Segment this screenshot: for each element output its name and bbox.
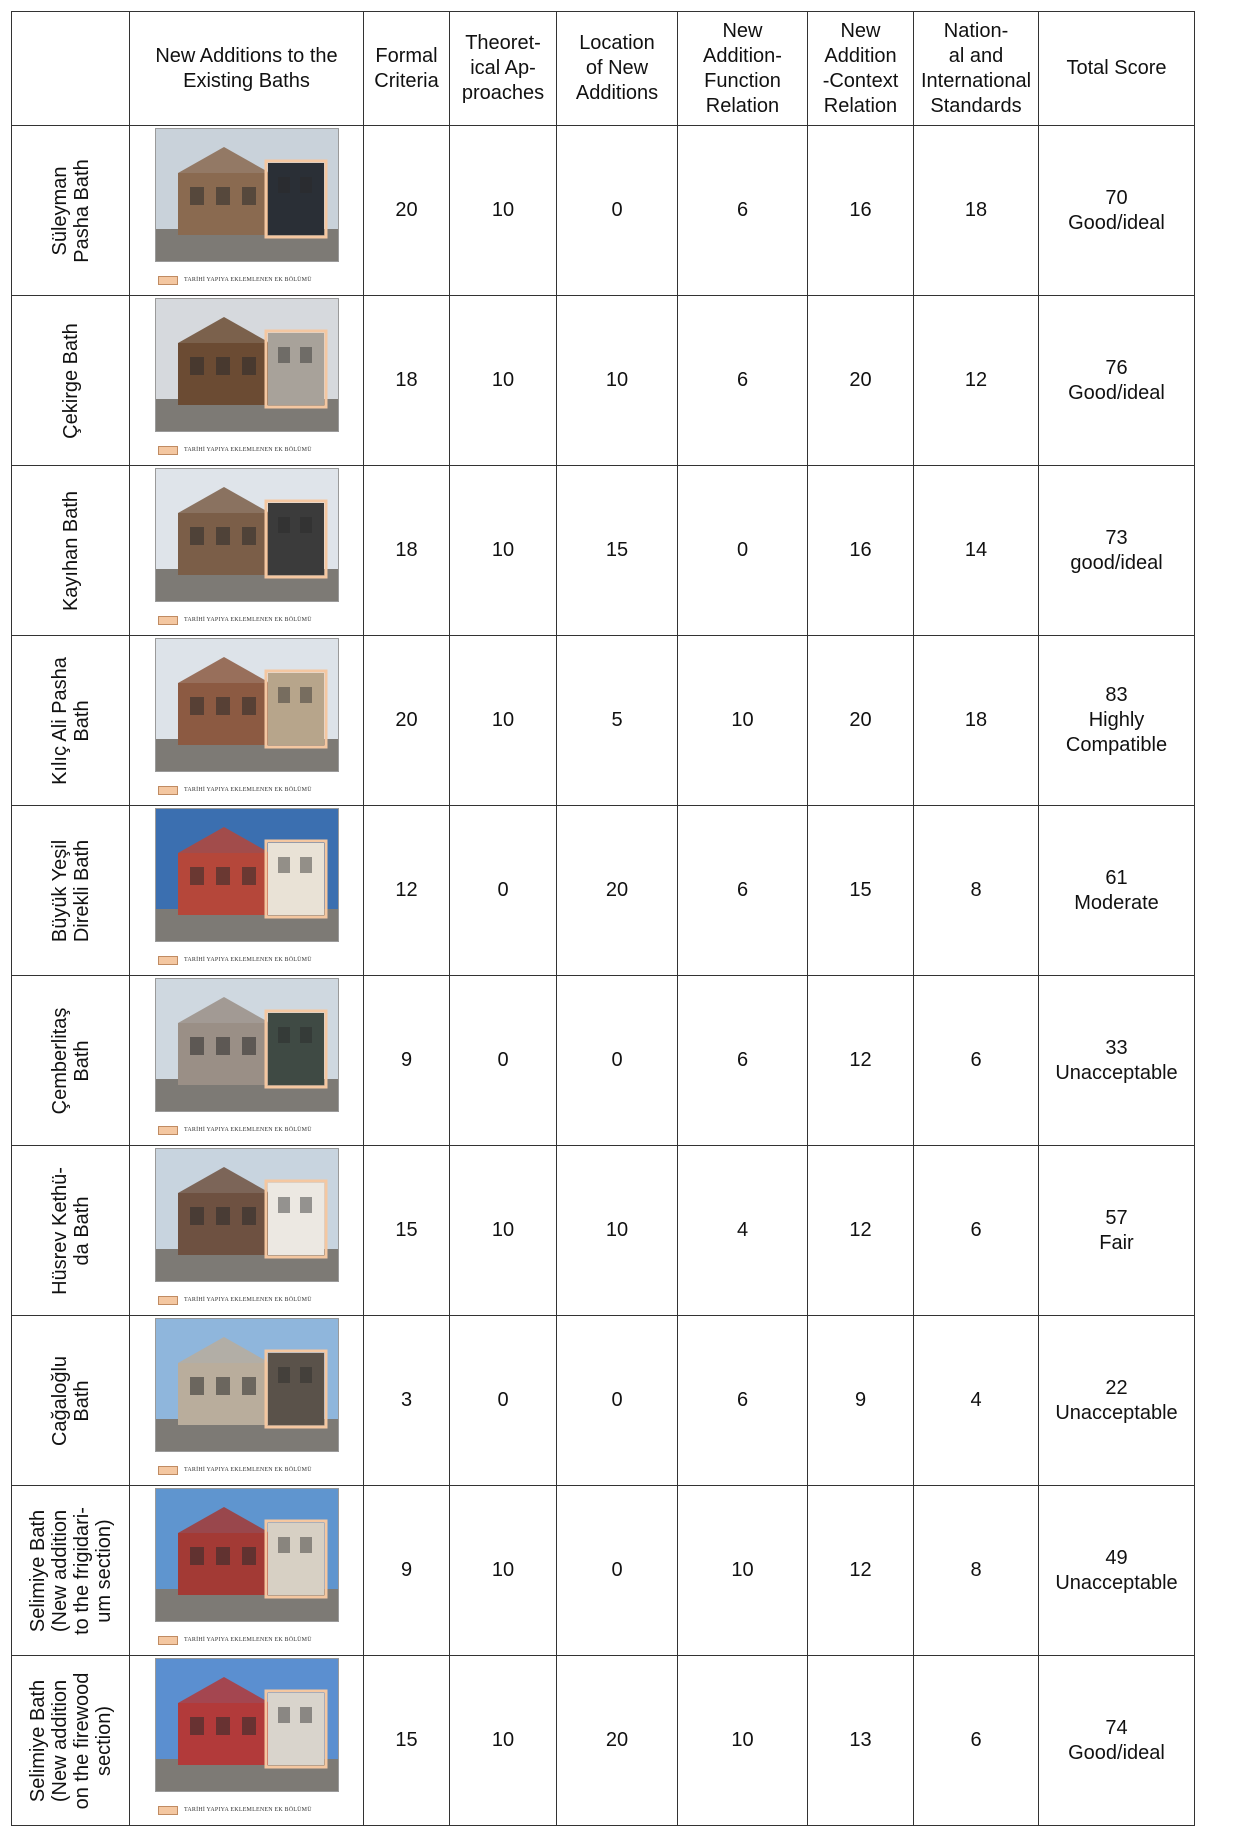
bath-name-cell [12,466,130,636]
table-row [12,636,1195,806]
total-score-cell: 70 Good/ideal [1039,126,1195,296]
standards-cell: 14 [914,466,1039,636]
header-standards: Nation- al and International Standards [914,12,1039,126]
function-relation-cell: 6 [678,296,808,466]
context-relation-cell: 16 [808,126,914,296]
legend-swatch [158,276,178,285]
formal-criteria-cell: 3 [364,1316,450,1486]
header-context-relation: New Addition -Context Relation [808,12,914,126]
total-score-cell: 49 Unacceptable [1039,1486,1195,1656]
standards-cell: 18 [914,636,1039,806]
bath-name-cell [12,1146,130,1316]
table-row [12,126,1195,296]
bath-name-cell [12,296,130,466]
formal-criteria-cell: 20 [364,636,450,806]
location-cell: 10 [557,296,678,466]
location-cell: 20 [557,1656,678,1826]
bath-name-cell [12,1486,130,1656]
legend-caption-text: TARİHİ YAPIYA EKLEMLENEN EK BÖLÜMÜ [184,277,312,283]
total-score-cell: 73 good/ideal [1039,466,1195,636]
bath-name-cell [12,806,130,976]
buyuk-yesil-direkli-bath-photo [155,808,339,942]
total-score-cell: 76 Good/ideal [1039,296,1195,466]
table-row [12,466,1195,636]
legend-caption-text: TARİHİ YAPIYA EKLEMLENEN EK BÖLÜMÜ [184,447,312,453]
context-relation-cell: 12 [808,976,914,1146]
legend-swatch [158,616,178,625]
context-relation-cell: 12 [808,1486,914,1656]
context-relation-cell: 20 [808,296,914,466]
header-new-additions: New Additions to the Existing Baths [130,12,364,126]
formal-criteria-cell: 9 [364,976,450,1146]
bath-name: Kayıhan Bath [59,490,82,611]
legend-caption-text: TARİHİ YAPIYA EKLEMLENEN EK BÖLÜMÜ [184,1637,312,1643]
function-relation-cell: 6 [678,976,808,1146]
location-cell: 20 [557,806,678,976]
bath-photo-cell [130,1656,364,1826]
legend-caption [158,438,312,463]
legend-caption-text: TARİHİ YAPIYA EKLEMLENEN EK BÖLÜMÜ [184,787,312,793]
theoretical-approaches-cell: 10 [450,466,557,636]
theoretical-approaches-cell: 0 [450,806,557,976]
legend-swatch [158,446,178,455]
bath-photo-cell [130,1316,364,1486]
legend-caption-text: TARİHİ YAPIYA EKLEMLENEN EK BÖLÜMÜ [184,617,312,623]
standards-cell: 6 [914,976,1039,1146]
table-row [12,1486,1195,1656]
total-score-cell: 57 Fair [1039,1146,1195,1316]
legend-swatch [158,1636,178,1645]
formal-criteria-cell: 15 [364,1146,450,1316]
legend-swatch [158,1466,178,1475]
bath-name-cell [12,126,130,296]
table-row [12,976,1195,1146]
theoretical-approaches-cell: 10 [450,636,557,806]
theoretical-approaches-cell: 10 [450,1486,557,1656]
bath-name-cell [12,636,130,806]
kilic-ali-pasha-bath-photo [155,638,339,772]
legend-caption-text: TARİHİ YAPIYA EKLEMLENEN EK BÖLÜMÜ [184,957,312,963]
table-row [12,1656,1195,1826]
formal-criteria-cell: 18 [364,466,450,636]
location-cell: 5 [557,636,678,806]
selimiye-frigidarium-photo [155,1488,339,1622]
legend-caption [158,608,312,633]
legend-caption [158,1798,312,1823]
legend-caption-text: TARİHİ YAPIYA EKLEMLENEN EK BÖLÜMÜ [184,1297,312,1303]
bath-photo-cell [130,296,364,466]
bath-name: Çekirge Bath [59,322,82,439]
legend-caption [158,1118,312,1143]
function-relation-cell: 10 [678,1486,808,1656]
header-location: Location of New Additions [557,12,678,126]
cagaloglu-bath-photo [155,1318,339,1452]
bath-name: Büyük Yeşil Direkli Bath [48,839,93,942]
theoretical-approaches-cell: 10 [450,126,557,296]
function-relation-cell: 0 [678,466,808,636]
standards-cell: 6 [914,1146,1039,1316]
header-formal-criteria: Formal Criteria [364,12,450,126]
location-cell: 15 [557,466,678,636]
total-score-cell: 74 Good/ideal [1039,1656,1195,1826]
bath-photo-cell [130,1486,364,1656]
legend-caption [158,778,312,803]
kayihan-bath-photo [155,468,339,602]
legend-caption-text: TARİHİ YAPIYA EKLEMLENEN EK BÖLÜMÜ [184,1467,312,1473]
legend-caption [158,268,312,293]
bath-photo-cell [130,636,364,806]
location-cell: 0 [557,1486,678,1656]
standards-cell: 18 [914,126,1039,296]
context-relation-cell: 12 [808,1146,914,1316]
header-total-score: Total Score [1039,12,1195,126]
selimiye-firewood-photo [155,1658,339,1792]
suleyman-pasha-bath-photo [155,128,339,262]
function-relation-cell: 10 [678,1656,808,1826]
legend-swatch [158,1296,178,1305]
standards-cell: 12 [914,296,1039,466]
bath-name-cell [12,976,130,1146]
bath-name: Süleyman Pasha Bath [48,158,93,263]
table-row [12,806,1195,976]
function-relation-cell: 6 [678,806,808,976]
function-relation-cell: 10 [678,636,808,806]
total-score-cell: 22 Unacceptable [1039,1316,1195,1486]
theoretical-approaches-cell: 10 [450,1146,557,1316]
location-cell: 10 [557,1146,678,1316]
cekirge-bath-photo [155,298,339,432]
legend-swatch [158,1806,178,1815]
bath-name: Hüsrev Kethü- da Bath [48,1166,93,1295]
context-relation-cell: 20 [808,636,914,806]
header-row [12,12,1195,126]
bath-name-cell [12,1316,130,1486]
bath-name: Kılıç Ali Pasha Bath [48,656,93,785]
formal-criteria-cell: 20 [364,126,450,296]
formal-criteria-cell: 12 [364,806,450,976]
standards-cell: 4 [914,1316,1039,1486]
formal-criteria-cell: 15 [364,1656,450,1826]
husrev-kethuda-bath-photo [155,1148,339,1282]
total-score-cell: 83 Highly Compatible [1039,636,1195,806]
bath-name: Çemberlitaş Bath [48,1007,93,1114]
header-corner [12,12,130,126]
theoretical-approaches-cell: 0 [450,1316,557,1486]
header-theoretical-approaches: Theoret- ical Ap- proaches [450,12,557,126]
legend-caption-text: TARİHİ YAPIYA EKLEMLENEN EK BÖLÜMÜ [184,1807,312,1813]
context-relation-cell: 13 [808,1656,914,1826]
bath-photo-cell [130,806,364,976]
legend-swatch [158,1126,178,1135]
bath-photo-cell [130,976,364,1146]
bath-name: Selimiye Bath (New addition on the firewood section) [26,1672,115,1809]
bath-photo-cell [130,126,364,296]
cemberlitas-bath-photo [155,978,339,1112]
legend-caption [158,1458,312,1483]
location-cell: 0 [557,126,678,296]
context-relation-cell: 16 [808,466,914,636]
total-score-cell: 33 Unacceptable [1039,976,1195,1146]
legend-swatch [158,956,178,965]
legend-caption-text: TARİHİ YAPIYA EKLEMLENEN EK BÖLÜMÜ [184,1127,312,1133]
function-relation-cell: 4 [678,1146,808,1316]
theoretical-approaches-cell: 0 [450,976,557,1146]
total-score-cell: 61 Moderate [1039,806,1195,976]
bath-name: Cağaloğlu Bath [48,1355,93,1446]
function-relation-cell: 6 [678,126,808,296]
legend-caption [158,1628,312,1653]
header-function-relation: New Addition- Function Relation [678,12,808,126]
table-row [12,296,1195,466]
table-row [12,1146,1195,1316]
formal-criteria-cell: 18 [364,296,450,466]
bath-photo-cell [130,466,364,636]
table-row [12,1316,1195,1486]
legend-caption [158,948,312,973]
legend-caption [158,1288,312,1313]
bath-name: Selimiye Bath (New addition to the frigidari- um section) [26,1506,115,1635]
context-relation-cell: 15 [808,806,914,976]
standards-cell: 8 [914,1486,1039,1656]
location-cell: 0 [557,976,678,1146]
bath-name-cell [12,1656,130,1826]
theoretical-approaches-cell: 10 [450,296,557,466]
bath-photo-cell [130,1146,364,1316]
standards-cell: 8 [914,806,1039,976]
function-relation-cell: 6 [678,1316,808,1486]
location-cell: 0 [557,1316,678,1486]
legend-swatch [158,786,178,795]
context-relation-cell: 9 [808,1316,914,1486]
theoretical-approaches-cell: 10 [450,1656,557,1826]
standards-cell: 6 [914,1656,1039,1826]
formal-criteria-cell: 9 [364,1486,450,1656]
bath-evaluation-table [11,11,1195,1826]
